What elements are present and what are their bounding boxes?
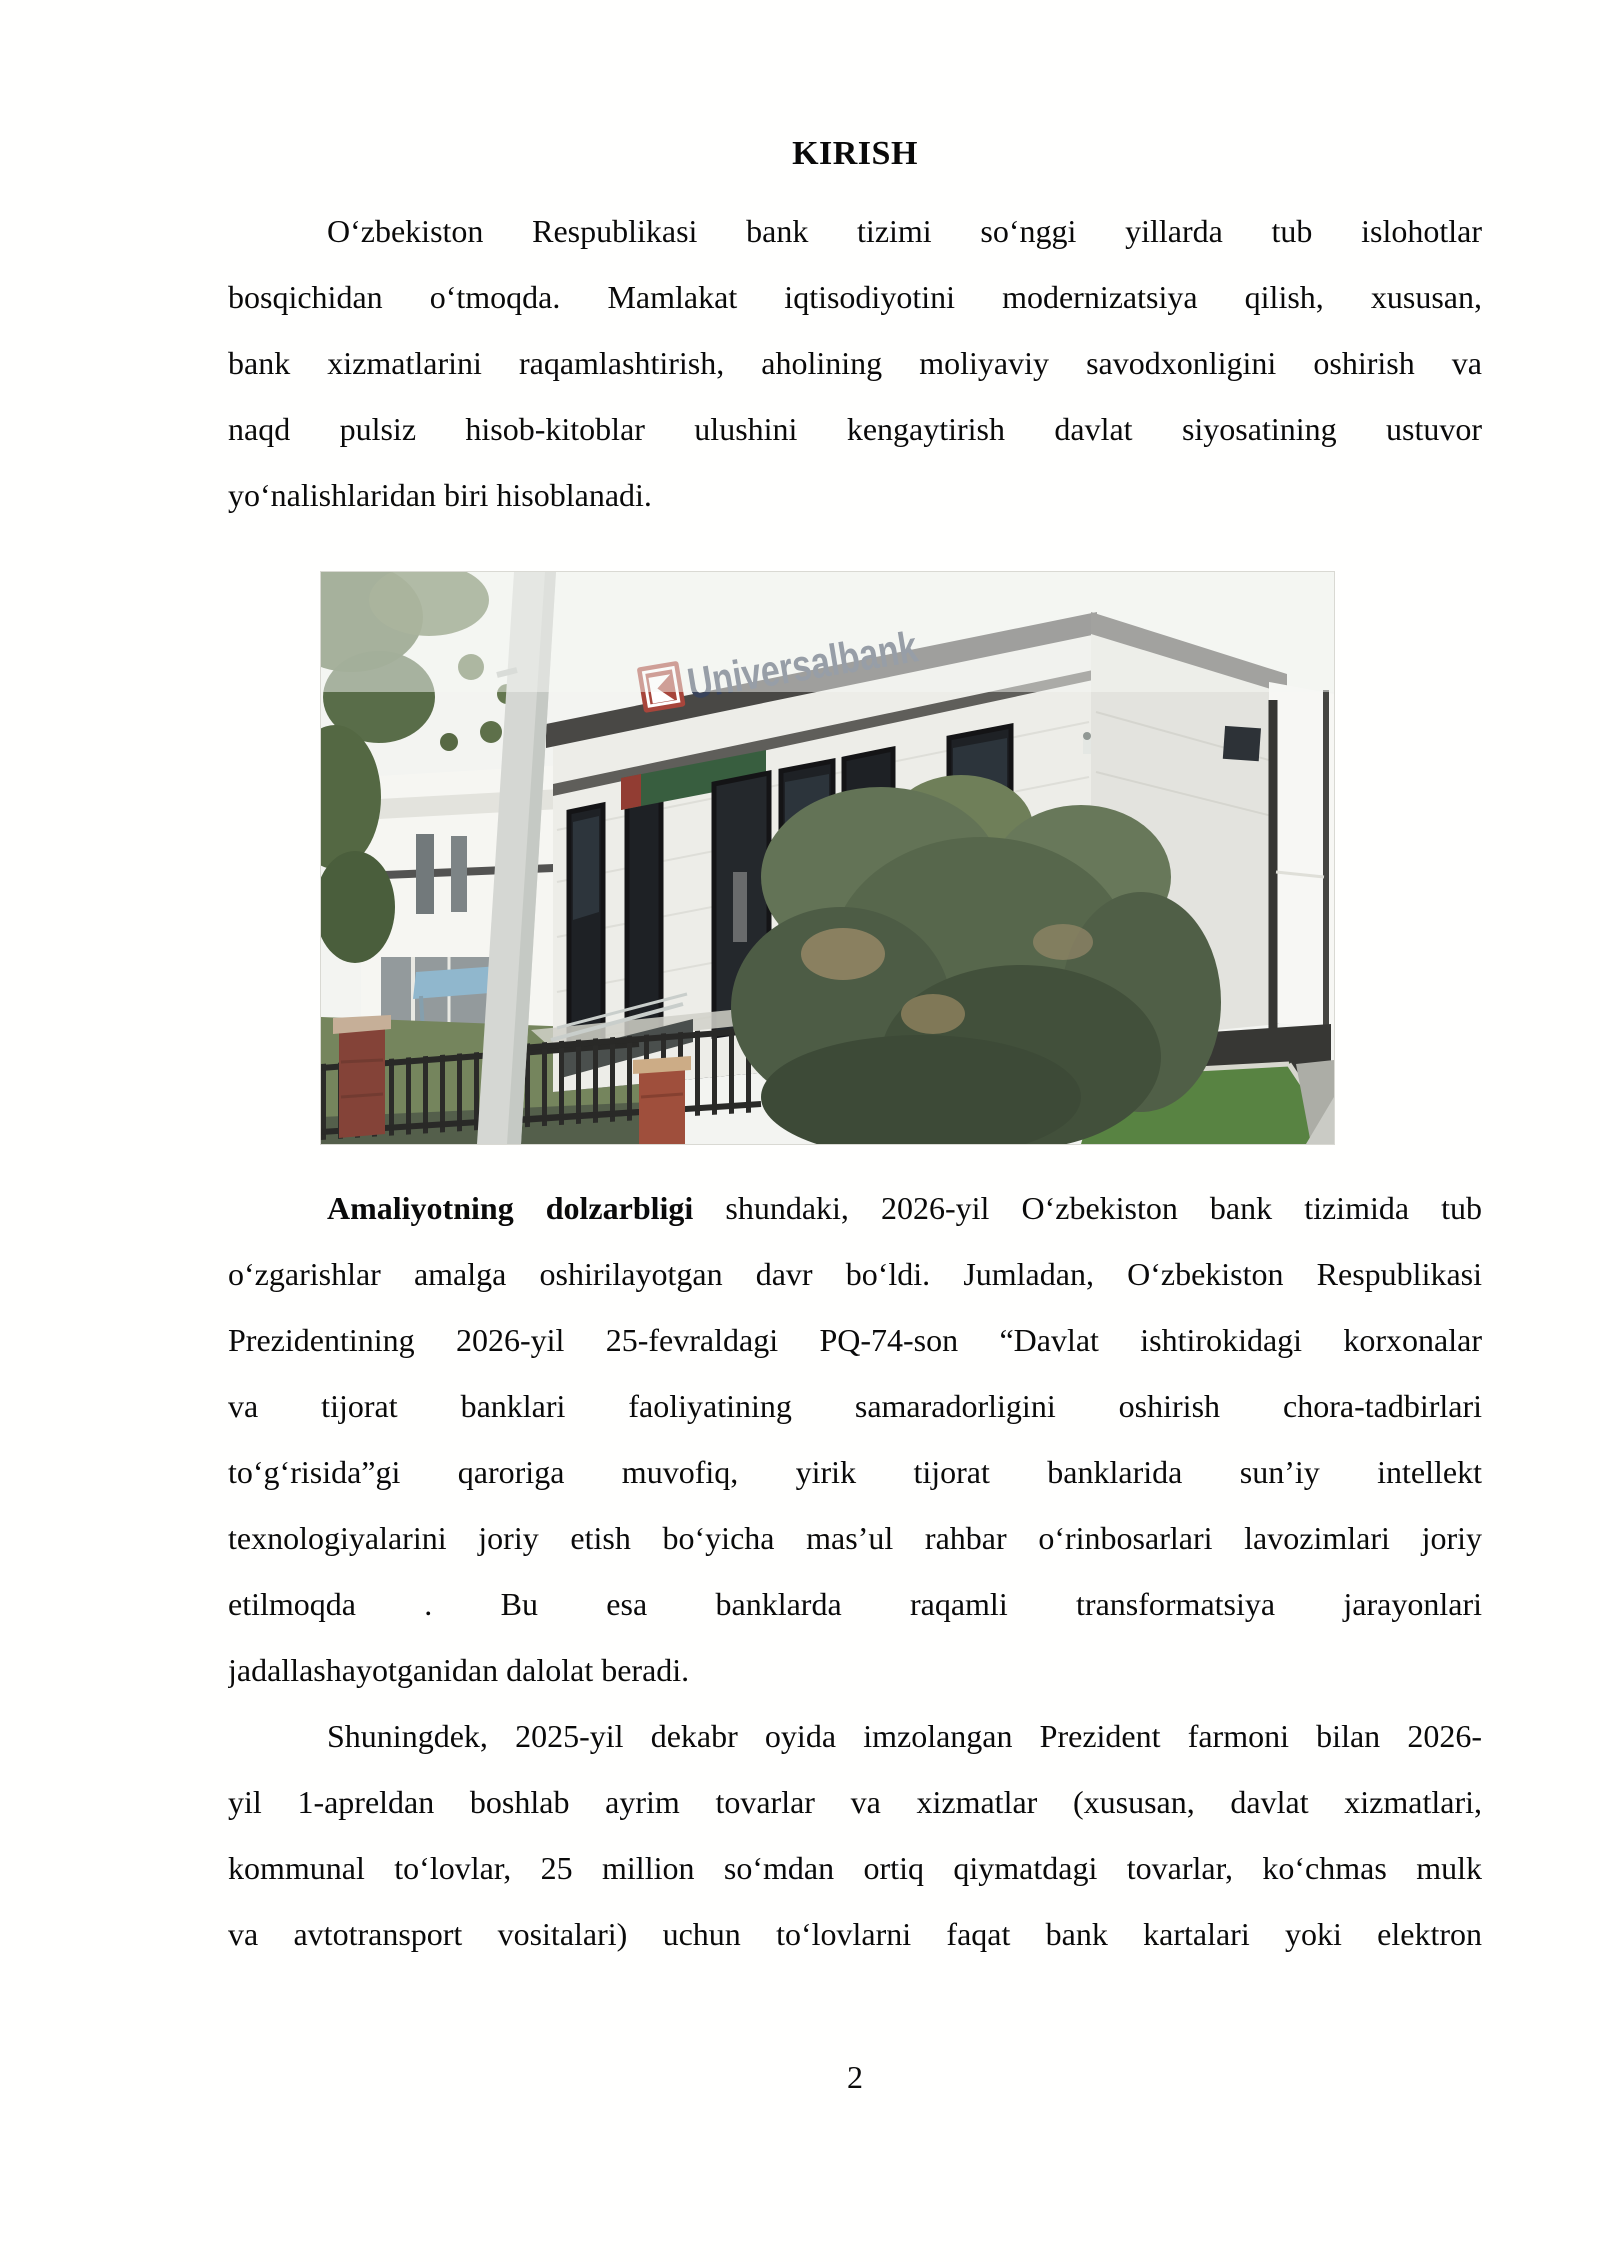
body-text	[228, 198, 1482, 528]
text-line: yo‘nalishlaridan biri hisoblanadi.	[228, 477, 652, 513]
text-line: O‘zbekiston Respublikasi bank tizimi so‘nggi yillarda tub islohotlar	[327, 213, 1482, 249]
bold-lead: Amaliyotning dolzarbligi	[327, 1190, 694, 1226]
text-column	[228, 0, 1482, 2100]
text-line: bank xizmatlarini raqamlashtirish, aholining moliyaviy savodxonligini oshirish va	[228, 345, 1482, 381]
lead-rest: shundaki, 2026-yil O‘zbekiston bank tizimida tub	[693, 1190, 1482, 1226]
text-line: bosqichidan o‘tmoqda. Mamlakat iqtisodiyotini modernizatsiya qilish, xususan,	[228, 279, 1482, 315]
text-line: jadallashayotganidan dalolat beradi.	[228, 1652, 690, 1688]
text-line	[228, 1175, 1482, 1241]
bank-building-photo	[320, 571, 1335, 1145]
text-line: to‘g‘risida”gi qaroriga muvofiq, yirik tijorat banklarida sun’iy intellekt	[228, 1454, 1482, 1490]
page-title: KIRISH	[792, 135, 918, 172]
text-line: naqd pulsiz hisob-kitoblar ulushini kengaytirish davlat siyosatining ustuvor	[228, 411, 1482, 447]
page-number: 2	[847, 2059, 863, 2095]
text-line: kommunal to‘lovlar, 25 million so‘mdan ortiq qiymatdagi tovarlar, ko‘chmas mulk	[228, 1850, 1482, 1886]
text-line: va tijorat banklari faoliyatining samaradorligini oshirish chora-tadbirlari	[228, 1388, 1482, 1424]
text-line: o‘zgarishlar amalga oshirilayotgan davr bo‘ldi. Jumladan, O‘zbekiston Respublikasi	[228, 1256, 1482, 1292]
text-line: etilmoqda . Bu esa banklarda raqamli transformatsiya jarayonlari	[228, 1586, 1482, 1622]
text-line: yil 1-apreldan boshlab ayrim tovarlar va xizmatlar (xususan, davlat xizmatlari,	[228, 1784, 1482, 1820]
text-line: texnologiyalarini joriy etish bo‘yicha mas’ul rahbar o‘rinbosarlari lavozimlari joriy	[228, 1520, 1482, 1556]
body-text	[228, 1175, 1482, 1967]
text-line: Prezidentining 2026-yil 25-fevraldagi PQ-74-son “Davlat ishtirokidagi korxonalar	[228, 1322, 1482, 1358]
text-line: va avtotransport vositalari) uchun to‘lovlarni faqat bank kartalari yoki elektron	[228, 1916, 1482, 1952]
text-line: Shuningdek, 2025-yil dekabr oyida imzolangan Prezident farmoni bilan 2026-	[327, 1718, 1482, 1754]
